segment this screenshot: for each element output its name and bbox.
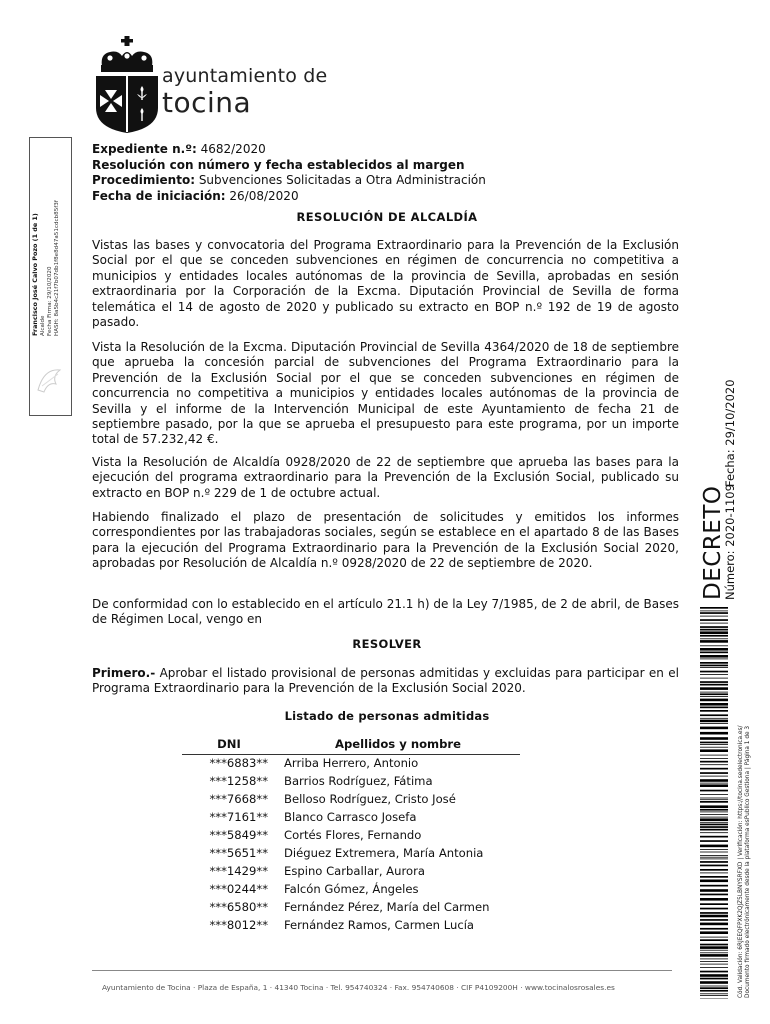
dni-cell: ***1429** (209, 864, 268, 878)
validation-barcode (700, 607, 728, 999)
barcode-bar (700, 747, 728, 748)
barcode-bar (700, 638, 728, 639)
barcode-bar (700, 971, 728, 973)
name-cell: Barrios Rodríguez, Fátima (284, 774, 433, 789)
barcode-bar (700, 987, 728, 989)
column-header-dni: DNI (182, 735, 276, 755)
barcode-bar (700, 986, 728, 987)
paragraph-plazo-finalizado: Habiendo finalizado el plazo de presentación de solicitudes y emitidos los informes correspondientes por las trabajadoras sociales, según se establece en el apartado 8 de las Bases para la ejecución del Programa Extraordinario para la Prevención de la Exclusión Social 2020, aprobadas por Resolución de Alcaldía n.º 0928/2020 de 22 de septiembre de 2020. (92, 510, 679, 571)
barcode-bar (700, 978, 728, 980)
barcode-bar (700, 981, 728, 984)
barcode-bar (700, 908, 728, 910)
barcode-bar (700, 950, 728, 951)
fecha-iniciacion-line (92, 189, 682, 205)
dni-cell: ***0244** (209, 881, 268, 896)
barcode-bar (700, 790, 728, 792)
fecha-iniciacion-label: Fecha de iniciación: (92, 188, 226, 203)
barcode-bar (700, 944, 728, 946)
barcode-bar (700, 714, 728, 716)
expediente-value: 4682/2020 (196, 142, 266, 156)
name-cell: Falcón Gómez, Ángeles (284, 881, 419, 896)
barcode-bar (700, 859, 728, 860)
admitted-list-title: Listado de personas admitidas (284, 709, 490, 723)
barcode-bar (700, 784, 728, 787)
barcode-bar (700, 809, 728, 811)
barcode-bar (700, 993, 728, 994)
dni-cell: ***5849** (209, 828, 268, 843)
barcode-bar (700, 671, 728, 673)
barcode-bar (700, 829, 728, 831)
barcode-bar (700, 737, 728, 740)
brand-tocina: tocina (162, 86, 252, 119)
barcode-bar (700, 623, 728, 624)
table-row (182, 809, 520, 827)
barcode-bar (700, 648, 728, 651)
paragraph-conformidad: De conformidad con lo establecido en el artículo 21.1 h) de la Ley 7/1985, de 2 de abril, de Bases de Régimen Local, vengo en (92, 597, 679, 627)
footer-address: Ayuntamiento de Tocina · Plaza de España, 1 · 41340 Tocina · Tel. 954740324 · Fax. 954740608 · CIF P4109200H · www.tocinalosrosales.es (102, 983, 615, 992)
document-metadata (92, 142, 682, 204)
primero-text: Aprobar el listado provisional de personas admitidas y excluidas para participar en el Programa Extraordinario para la Prevención de la Exclusión Social 2020. (92, 666, 679, 696)
paragraph-resolucion-alcaldia: Vista la Resolución de Alcaldía 0928/2020 de 22 de septiembre que aprueba las bases para la ejecución del programa extraordinario para la Prevención de la Exclusión Social, publicado su extracto en BOP n.º 229 de 1 de octubre actual. (92, 455, 679, 500)
barcode-bar (700, 799, 728, 800)
primero-label: Primero.- (92, 666, 156, 680)
barcode-bar (700, 768, 728, 770)
barcode-bar (700, 923, 728, 926)
table-row (182, 827, 520, 845)
paragraph-primero (92, 666, 679, 697)
signer-name: Francisco José Calvo Pozo (1 de 1) (31, 213, 39, 336)
table-row (182, 917, 520, 935)
barcode-bar (700, 794, 728, 795)
decree-number: Número: 2020-1109 (723, 484, 737, 600)
barcode-bar (700, 952, 728, 953)
barcode-bar (700, 699, 728, 702)
resolucion-text: Resolución con número y fecha establecidos al margen (92, 157, 465, 172)
barcode-bar (700, 961, 728, 962)
procedimiento-value: Subvenciones Solicitadas a Otra Administración (195, 173, 486, 187)
barcode-bar (700, 869, 728, 871)
barcode-bar (700, 967, 728, 968)
barcode-bar (700, 720, 728, 723)
barcode-bar (700, 681, 728, 683)
barcode-bar (700, 779, 728, 782)
table-header-row (182, 735, 520, 755)
dni-cell: ***7668** (209, 792, 268, 807)
barcode-bar (700, 937, 728, 938)
column-header-name: Apellidos y nombre (276, 735, 520, 755)
name-cell: Belloso Rodríguez, Cristo José (284, 792, 456, 807)
barcode-bar (700, 607, 728, 609)
decree-date: Fecha: 29/10/2020 (723, 379, 737, 487)
barcode-bar (700, 801, 728, 803)
barcode-bar (700, 659, 728, 660)
barcode-bar (700, 817, 728, 818)
procedimiento-label: Procedimiento: (92, 173, 195, 187)
expediente-line (92, 142, 682, 158)
barcode-bar (700, 903, 728, 905)
admitted-people-table (182, 735, 520, 935)
signature-hash: HASH: 8a5b4c21f7b07db1f8e8d47a51cdcb85f3f (54, 200, 60, 336)
signer-role: Alcalde (40, 315, 46, 336)
barcode-bar (700, 849, 728, 850)
barcode-bar (700, 885, 728, 887)
barcode-bar (700, 873, 728, 874)
table-row (182, 791, 520, 809)
table-row (182, 755, 520, 773)
name-cell: Fernández Pérez, María del Carmen (284, 899, 490, 914)
barcode-bar (700, 783, 728, 784)
barcode-bar (700, 761, 728, 763)
barcode-bar (700, 629, 728, 631)
barcode-bar (700, 692, 728, 693)
table-row (182, 773, 520, 791)
barcode-bar (700, 710, 728, 712)
barcode-bar (700, 742, 728, 744)
barcode-bar (700, 703, 728, 706)
barcode-bar (700, 865, 728, 867)
barcode-bar (700, 764, 728, 765)
dni-cell: ***7161** (209, 810, 268, 825)
barcode-bar (700, 749, 728, 752)
barcode-bar (700, 954, 728, 957)
barcode-bar (700, 826, 728, 828)
dni-cell: ***5651** (209, 846, 268, 861)
name-cell: Espino Carballar, Aurora (284, 864, 425, 878)
barcode-bar (700, 718, 728, 719)
barcode-bar (700, 857, 728, 858)
barcode-bar (700, 928, 728, 930)
barcode-bar (700, 611, 728, 612)
barcode-bar (700, 652, 728, 654)
dni-cell: ***6580** (209, 899, 268, 914)
table-row (182, 863, 520, 881)
barcode-bar (700, 678, 728, 679)
barcode-bar (700, 818, 728, 821)
name-cell: Fernández Ramos, Carmen Lucía (284, 917, 475, 932)
name-cell: Diéguez Extremera, María Antonia (284, 846, 484, 861)
barcode-bar (700, 667, 728, 668)
barcode-bar (700, 974, 728, 977)
barcode-bar (700, 640, 728, 643)
barcode-bar (700, 915, 728, 918)
barcode-bar (700, 693, 728, 695)
paragraph-resolucion-diputacion: Vista la Resolución de la Excma. Diputación Provincial de Sevilla 4364/2020 de 18 de septiembre que aprueba la concesión parcial de subvenciones del Programa Extraordinario para la Prevención de la Exclusión Social por el que se conceden subvenciones en régimen de concurrencia no competitiva a municipios y entidades locales autónomas de la provincia de Sevilla y el informe de la Intervención Municipal de este Ayuntamiento de fecha 21 de septiembre pasado, por la que se aprueba el presupuesto para este programa, por un importe total de 57.232,42 €. (92, 340, 679, 447)
barcode-bar (700, 824, 728, 826)
barcode-bar (700, 645, 728, 646)
table-row (182, 881, 520, 899)
barcode-bar (700, 723, 728, 724)
barcode-bar (700, 959, 728, 960)
resolucion-line (92, 158, 682, 174)
brand-ayuntamiento-de: ayuntamiento de (162, 65, 328, 87)
barcode-bar (700, 744, 728, 745)
document-title: RESOLUCIÓN DE ALCALDÍA (296, 210, 478, 224)
barcode-bar (700, 812, 728, 813)
barcode-bar (700, 635, 728, 637)
signature-date: Fecha Firma: 29/10/2020 (47, 266, 53, 336)
table-row (182, 899, 520, 917)
tocina-coat-of-arms-logo (92, 36, 162, 134)
barcode-bar (700, 832, 728, 833)
barcode-bar (700, 805, 728, 808)
barcode-bar (700, 931, 728, 934)
barcode-bar (700, 758, 728, 759)
name-cell: Blanco Carrasco Josefa (284, 810, 417, 825)
barcode-bar (700, 674, 728, 675)
validation-code-text: Cód. Validación: 6RJEEQFPXK2QJZ5LBNYSRFXD | Verificación: https://tocina.sedelectronica.es/ (738, 725, 744, 998)
barcode-bar (700, 655, 728, 658)
signature-seal-icon (30, 360, 70, 400)
table-row (182, 845, 520, 863)
barcode-bar (700, 912, 728, 914)
barcode-bar (700, 814, 728, 815)
barcode-bar (700, 822, 728, 823)
dni-cell: ***1258** (209, 774, 268, 789)
barcode-bar (700, 662, 728, 664)
barcode-bar (700, 727, 728, 730)
barcode-bar (700, 696, 728, 697)
barcode-bar (700, 836, 728, 838)
barcode-bar (700, 845, 728, 848)
barcode-bar (700, 619, 728, 621)
expediente-label: Expediente n.º: (92, 142, 197, 156)
barcode-bar (700, 919, 728, 921)
footer-divider (92, 970, 672, 971)
resolver-heading: RESOLVER (352, 637, 422, 651)
barcode-bar (700, 616, 728, 617)
paragraph-bases: Vistas las bases y convocatoria del Programa Extraordinario para la Prevención de la Exclusión Social por el que se conceden subvenciones en régimen de concurrencia no competitiva a municipios y entidades locales autónomas de la provincia de Sevilla, aprobadas en sesión extraordinaria por la Corporación de la Excma. Diputación Provincial de Sevilla de forma telemática el 14 de agosto de 2020 y publicado su extracto en BOP n.º 192 de 19 de agosto pasado. (92, 238, 679, 330)
name-cell: Arriba Herrero, Antonio (284, 756, 419, 771)
barcode-bar (700, 772, 728, 774)
dni-cell: ***6883** (209, 756, 268, 771)
barcode-bar (700, 776, 728, 777)
barcode-bar (700, 995, 728, 996)
barcode-bar (700, 840, 728, 842)
dni-cell: ***8012** (209, 917, 268, 932)
barcode-bar (700, 898, 728, 901)
barcode-bar (700, 684, 728, 686)
fecha-iniciacion-value: 26/08/2020 (225, 188, 299, 203)
barcode-bar (700, 964, 728, 965)
barcode-bar (700, 880, 728, 883)
barcode-bar (700, 612, 728, 614)
decree-label: DECRETO (700, 485, 726, 600)
electronic-signature-note: Documento firmado electrónicamente desde la plataforma esPublico Gestiona | Página 1 de 3 (745, 725, 751, 998)
barcode-bar (700, 990, 728, 992)
barcode-bar (700, 631, 728, 634)
barcode-bar (700, 889, 728, 892)
barcode-bar (700, 876, 728, 878)
barcode-bar (700, 626, 728, 628)
barcode-bar (700, 732, 728, 735)
barcode-bar (700, 894, 728, 896)
barcode-bar (700, 946, 728, 949)
barcode-bar (700, 687, 728, 690)
barcode-bar (700, 939, 728, 941)
barcode-bar (700, 852, 728, 853)
barcode-bar (700, 755, 728, 756)
barcode-bar (700, 861, 728, 863)
name-cell: Cortés Flores, Fernando (284, 828, 422, 843)
barcode-bar (700, 798, 728, 799)
barcode-bar (700, 665, 728, 667)
procedimiento-line (92, 173, 682, 189)
barcode-bar (700, 707, 728, 709)
barcode-bar (700, 855, 728, 856)
